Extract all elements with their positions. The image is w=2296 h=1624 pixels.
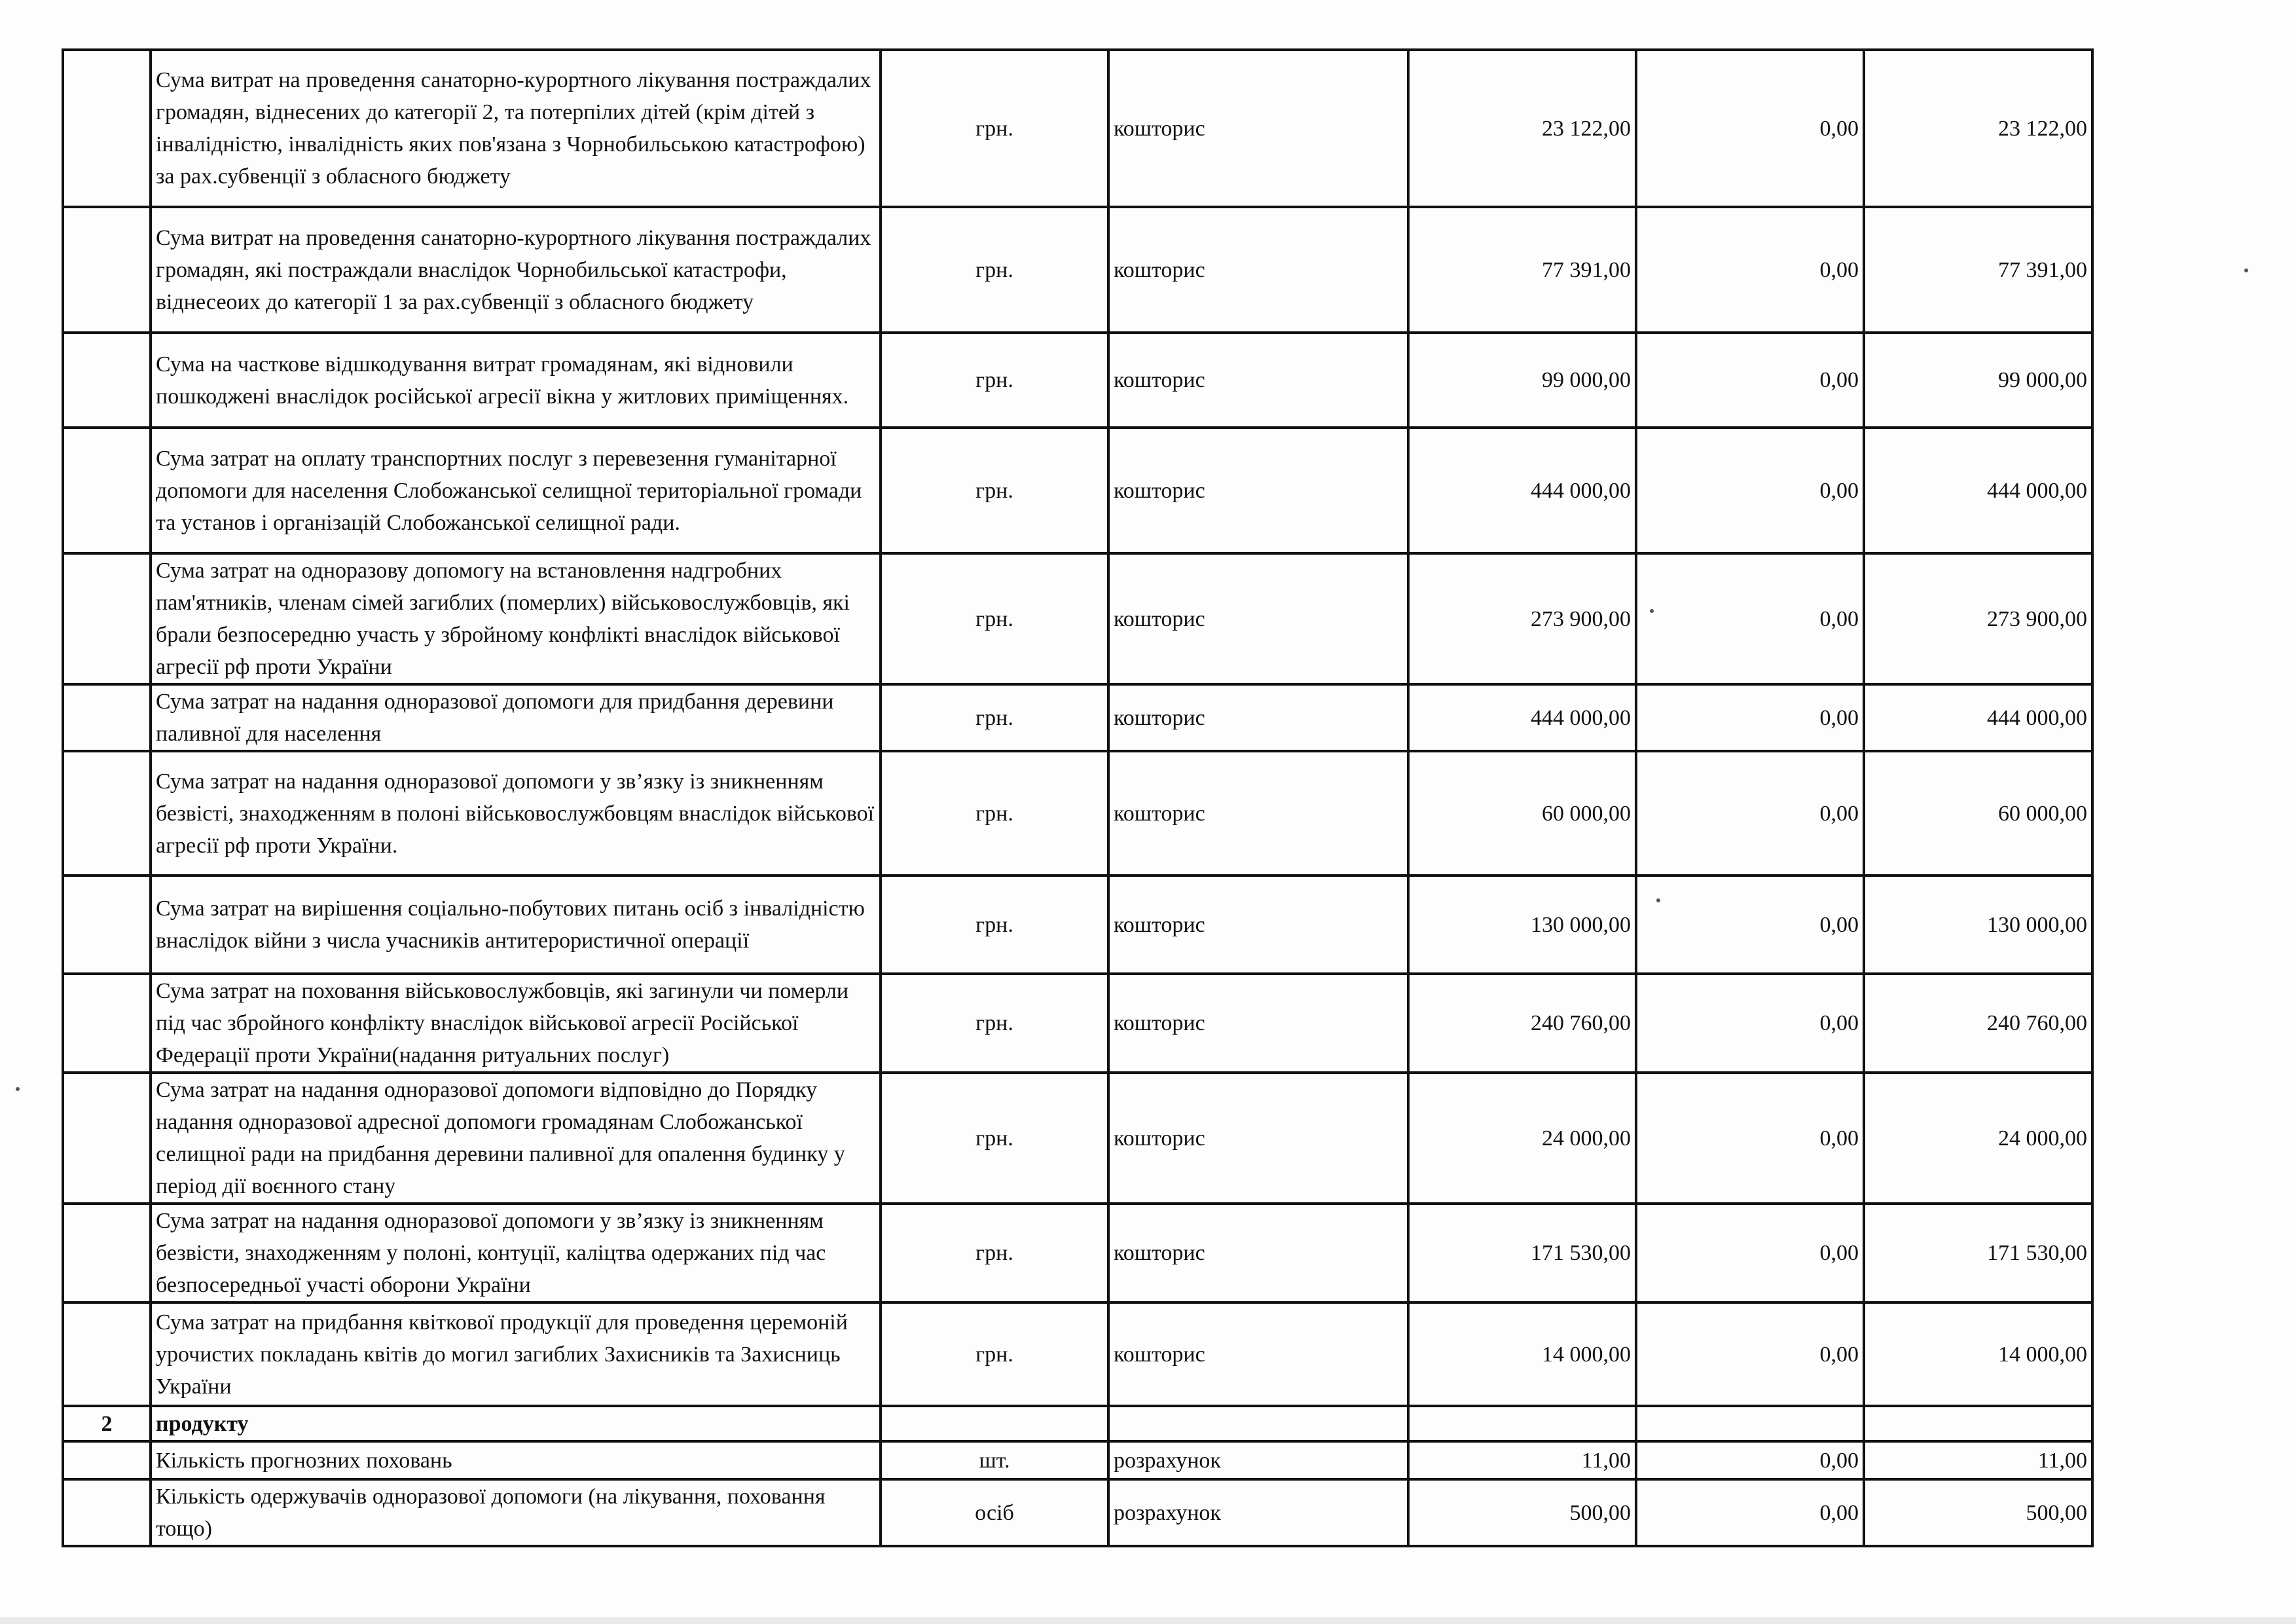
row-number [63, 1441, 151, 1479]
scan-speck [1656, 898, 1660, 902]
value-general-fund: 77 391,00 [1408, 207, 1636, 333]
value-total: 444 000,00 [1864, 684, 2092, 751]
row-number [63, 1204, 151, 1302]
value-total: 24 000,00 [1864, 1073, 2092, 1204]
unit-of-measure: грн. [881, 684, 1108, 751]
unit-of-measure: грн. [881, 553, 1108, 684]
value-special-fund: 0,00 [1636, 974, 1864, 1073]
value-general-fund: 99 000,00 [1408, 333, 1636, 428]
data-source: кошторис [1108, 1204, 1408, 1302]
data-source: кошторис [1108, 684, 1408, 751]
indicator-name: Сума на часткове відшкодування витрат громадянам, які відновили пошкоджені внаслідок російської агресії вікна у житлових приміщеннях. [151, 333, 881, 428]
section-title: продукту [151, 1406, 881, 1441]
unit-of-measure: грн. [881, 428, 1108, 553]
data-source: кошторис [1108, 974, 1408, 1073]
section-row [63, 1406, 2092, 1441]
row-number [63, 751, 151, 876]
value-special-fund: 0,00 [1636, 553, 1864, 684]
value-general-fund: 500,00 [1408, 1479, 1636, 1546]
table-row [63, 428, 2092, 553]
table-row [63, 50, 2092, 207]
indicator-name: Сума затрат на оплату транспортних послуг з перевезення гуманітарної допомоги для населення Слобожанської селищної територіальної громади та установ і організацій Слобожанської селищної ради. [151, 428, 881, 553]
indicator-name: Сума затрат на вирішення соціально-побутових питань осіб з інвалідністю внаслідок війни з числа учасників антитерористичної операції [151, 876, 881, 974]
value-special-fund: 0,00 [1636, 1479, 1864, 1546]
value-special-fund: 0,00 [1636, 1204, 1864, 1302]
value-general-fund: 14 000,00 [1408, 1302, 1636, 1406]
value-general-fund: 11,00 [1408, 1441, 1636, 1479]
indicator-name: Сума витрат на проведення санаторно-курортного лікування постраждалих громадян, які постраждали внаслідок Чорнобильської катастрофи, віднесеоих до категорії 1 за рах.субвенції з обласного бюджету [151, 207, 881, 333]
value-special-fund: 0,00 [1636, 1302, 1864, 1406]
indicator-name: Сума затрат на надання одноразової допомоги відповідно до Порядку надання одноразової адресної допомоги громадянам Слобожанської селищної ради на придбання деревини паливної для опалення будинку у період дії воєнного стану [151, 1073, 881, 1204]
unit-of-measure: грн. [881, 876, 1108, 974]
table-row [63, 333, 2092, 428]
value-special-fund: 0,00 [1636, 428, 1864, 553]
data-source: розрахунок [1108, 1441, 1408, 1479]
value-total: 14 000,00 [1864, 1302, 2092, 1406]
data-source: кошторис [1108, 1302, 1408, 1406]
value-total: 240 760,00 [1864, 974, 2092, 1073]
table-row [63, 1073, 2092, 1204]
unit-of-measure: грн. [881, 333, 1108, 428]
table-row [63, 207, 2092, 333]
value-general-fund: 130 000,00 [1408, 876, 1636, 974]
table-row [63, 876, 2092, 974]
value-special-fund: 0,00 [1636, 876, 1864, 974]
row-number [63, 333, 151, 428]
row-number [63, 553, 151, 684]
value-total: 273 900,00 [1864, 553, 2092, 684]
data-source: кошторис [1108, 50, 1408, 207]
table-row [63, 974, 2092, 1073]
value-total: 444 000,00 [1864, 428, 2092, 553]
unit-of-measure: грн. [881, 1204, 1108, 1302]
row-number [63, 1073, 151, 1204]
row-number [63, 207, 151, 333]
value-special-fund: 0,00 [1636, 684, 1864, 751]
row-number [63, 50, 151, 207]
value-general-fund: 23 122,00 [1408, 50, 1636, 207]
data-source: кошторис [1108, 553, 1408, 684]
value-special-fund: 0,00 [1636, 50, 1864, 207]
value-total: 23 122,00 [1864, 50, 2092, 207]
unit-of-measure: осіб [881, 1479, 1108, 1546]
unit-of-measure: шт. [881, 1441, 1108, 1479]
value-total: 99 000,00 [1864, 333, 2092, 428]
value-total: 11,00 [1864, 1441, 2092, 1479]
value-general-fund [1408, 1406, 1636, 1441]
value-general-fund: 24 000,00 [1408, 1073, 1636, 1204]
row-number [63, 1479, 151, 1546]
value-total: 500,00 [1864, 1479, 2092, 1546]
data-source: кошторис [1108, 876, 1408, 974]
value-general-fund: 60 000,00 [1408, 751, 1636, 876]
value-special-fund: 0,00 [1636, 751, 1864, 876]
table-row [63, 553, 2092, 684]
data-source: кошторис [1108, 428, 1408, 553]
value-total [1864, 1406, 2092, 1441]
unit-of-measure: грн. [881, 974, 1108, 1073]
scan-speck [16, 1087, 20, 1091]
data-source: розрахунок [1108, 1479, 1408, 1546]
budget-indicators-table [62, 48, 2094, 1547]
table-row [63, 1479, 2092, 1546]
data-source: кошторис [1108, 333, 1408, 428]
value-general-fund: 171 530,00 [1408, 1204, 1636, 1302]
indicator-name: Сума затрат на надання одноразової допомоги для придбання деревини паливної для населення [151, 684, 881, 751]
value-general-fund: 444 000,00 [1408, 684, 1636, 751]
value-total: 130 000,00 [1864, 876, 2092, 974]
value-special-fund: 0,00 [1636, 1073, 1864, 1204]
value-special-fund [1636, 1406, 1864, 1441]
section-number: 2 [63, 1406, 151, 1441]
indicator-name: Сума затрат на придбання квіткової продукції для проведення церемоній урочистих покладань квітів до могил загиблих Захисників та Захисниць України [151, 1302, 881, 1406]
indicator-name: Сума затрат на надання одноразової допомоги у зв’язку із зникненням безвісті, знаходженням в полоні військовослужбовцям внаслідок військової агресії рф проти України. [151, 751, 881, 876]
indicator-name: Сума затрат на поховання військовослужбовців, які загинули чи померли під час збройного конфлікту внаслідок військової агресії Російської Федерації проти України(надання ритуальних послуг) [151, 974, 881, 1073]
row-number [63, 974, 151, 1073]
unit-of-measure [881, 1406, 1108, 1441]
row-number [63, 428, 151, 553]
data-source: кошторис [1108, 207, 1408, 333]
table-row [63, 684, 2092, 751]
unit-of-measure: грн. [881, 50, 1108, 207]
table-row [63, 751, 2092, 876]
value-special-fund: 0,00 [1636, 333, 1864, 428]
scan-speck [1650, 609, 1654, 613]
value-general-fund: 240 760,00 [1408, 974, 1636, 1073]
value-general-fund: 444 000,00 [1408, 428, 1636, 553]
value-special-fund: 0,00 [1636, 207, 1864, 333]
scan-speck [2244, 268, 2248, 272]
scan-edge [0, 1617, 2296, 1624]
unit-of-measure: грн. [881, 207, 1108, 333]
unit-of-measure: грн. [881, 1073, 1108, 1204]
data-source: кошторис [1108, 1073, 1408, 1204]
row-number [63, 1302, 151, 1406]
row-number [63, 684, 151, 751]
table-row [63, 1204, 2092, 1302]
value-special-fund: 0,00 [1636, 1441, 1864, 1479]
value-total: 60 000,00 [1864, 751, 2092, 876]
row-number [63, 876, 151, 974]
table-row [63, 1441, 2092, 1479]
table-row [63, 1302, 2092, 1406]
indicator-name: Сума затрат на одноразову допомогу на встановлення надгробних пам'ятників, членам сімей загиблих (померлих) військовослужбовців, які брали безпосередню участь у збройному конфлікті внаслідок військової агресії рф проти України [151, 553, 881, 684]
value-total: 77 391,00 [1864, 207, 2092, 333]
indicator-name: Кількість одержувачів одноразової допомоги (на лікування, поховання тощо) [151, 1479, 881, 1546]
indicator-name: Сума затрат на надання одноразової допомоги у зв’язку із зникненням безвісти, знаходженням у полоні, контуції, каліцтва одержаних під час безпосередньої участі оборони України [151, 1204, 881, 1302]
value-general-fund: 273 900,00 [1408, 553, 1636, 684]
data-source [1108, 1406, 1408, 1441]
unit-of-measure: грн. [881, 1302, 1108, 1406]
data-source: кошторис [1108, 751, 1408, 876]
value-total: 171 530,00 [1864, 1204, 2092, 1302]
indicator-name: Кількість прогнозних поховань [151, 1441, 881, 1479]
unit-of-measure: грн. [881, 751, 1108, 876]
indicator-name: Сума витрат на проведення санаторно-курортного лікування постраждалих громадян, віднесених до категорії 2, та потерпілих дітей (крім дітей з інвалідністю, інвалідність яких пов'язана з Чорнобильською катастрофою) за рах.субвенції з обласного бюджету [151, 50, 881, 207]
